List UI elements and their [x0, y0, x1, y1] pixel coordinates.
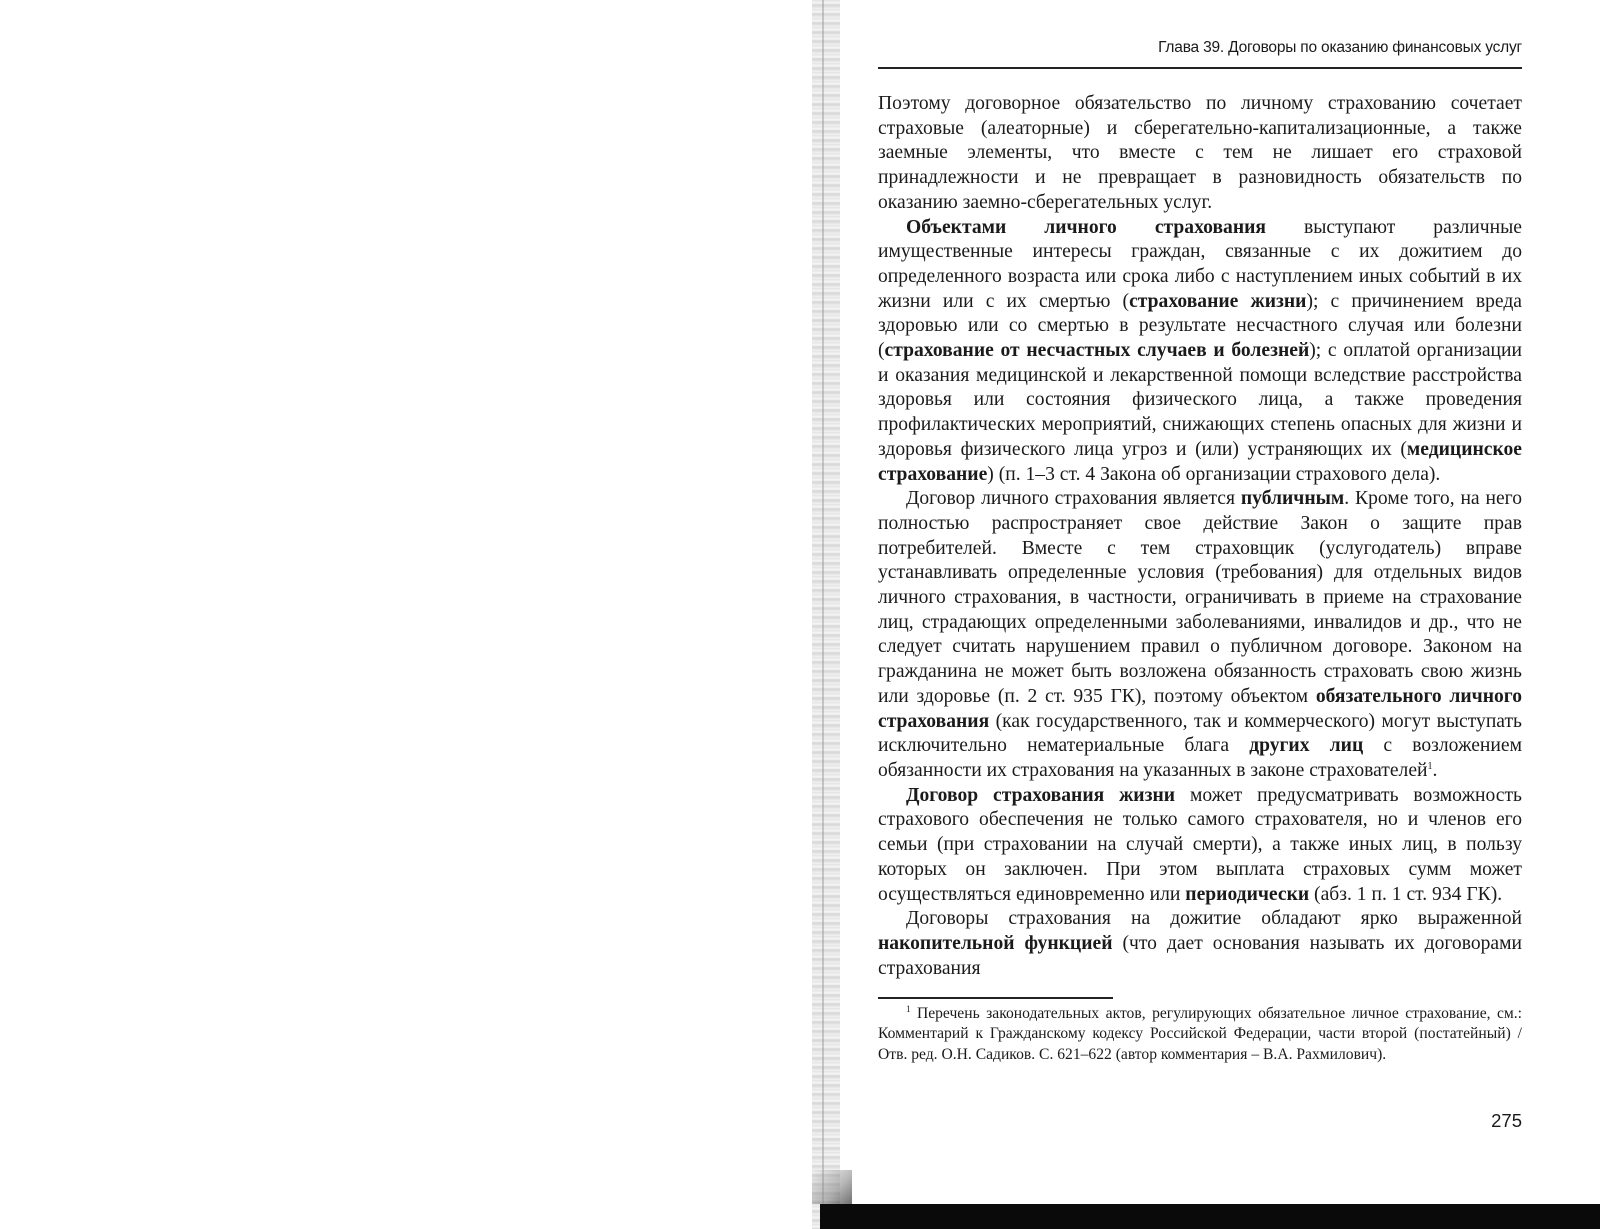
- paragraph-1: Поэтому договорное обязательство по личному страхованию сочетает страховые (алеаторные) и сберегательно-капитализационные, а также заемные элементы, что вместе с тем не лишает его страховой принадлежности и не превращает в разновидность обязательств по оказанию заемно-сберегательных услуг.: [878, 93, 1522, 213]
- scan-corner-shadow: [812, 1170, 852, 1204]
- footnote-reference[interactable]: 1: [1427, 760, 1433, 772]
- page-gutter-edge: [822, 0, 824, 1229]
- book-spine-shadow: [812, 0, 840, 1229]
- term-medical-insurance: медицинское страхование: [878, 438, 1522, 485]
- term-mandatory-insurance: обязательного личного страхования: [878, 685, 1522, 732]
- paragraph-2: Объектами личного страхования выступают различные имущественные интересы граждан, связанные с их дожитием до определенного возраста или срока либо с наступлением иных событий в их жизни или с их смертью (страхование жизни); с причинением вреда здоровью или со смертью в результате несчастного случая или болезни (страхование от несчастных случаев и болезней); с оплатой организации и оказания медицинской и лекарственной помощи вследствие расстройства здоровья или состояния физического лица, а также проведения профилактических мероприятий, снижающих степень опасных для жизни и здоровья физического лица угроз и (или) устраняющих их (медицинское страхование) (п. 1–3 ст. 4 Закона об организации страхового дела).: [878, 216, 1522, 485]
- footnote-rule: [878, 997, 1113, 999]
- paragraph-5: Договоры страхования на дожитие обладают ярко выраженной накопительной функцией (что дает основания называть их договорами страхования: [878, 908, 1522, 979]
- footnote-mark: 1: [906, 1004, 911, 1014]
- footnote: [878, 1004, 1522, 1065]
- footnote-text: Перечень законодательных актов, регулирующих обязательное личное страхование, см.: Комментарий к Гражданскому кодексу Российской Федерации, части второй (постатейный) / Отв. ред. О.Н. Садиков. С. 621–622 (автор комментария – В.А. Рахмилович).: [878, 1005, 1522, 1063]
- term-life-insurance-contract: Договор страхования жизни: [906, 784, 1176, 806]
- term-accumulative-function: накопительной функцией: [878, 932, 1113, 954]
- header-rule: [878, 67, 1522, 69]
- term-periodically: периодически: [1185, 883, 1310, 905]
- term-life-insurance: страхование жизни: [1129, 290, 1307, 312]
- page-number: 275: [1491, 1110, 1522, 1131]
- term-public: публичным: [1240, 488, 1345, 510]
- term-objects-personal-insurance: Объектами личного страхования: [906, 216, 1266, 238]
- scan-bottom-border: [820, 1204, 1600, 1229]
- paragraph-3: Договор личного страхования является публичным. Кроме того, на него полностью распространяет свое действие Закон о защите прав потребителей. Вместе с тем страховщик (услугодатель) вправе устанавливать определенные условия (требования) для отдельных видов личного страхования, в частности, ограничивать в приеме на страхование лиц, страдающих определенными заболеваниями, инвалидов и др., что не следует считать нарушением правил о публичном договоре. Законом на гражданина не может быть возложена обязанность страховать свою жизнь или здоровье (п. 2 ст. 935 ГК), поэтому объектом обязательного личного страхования (как государственного, так и коммерческого) могут выступать исключительно нематериальные блага других лиц с возложением обязанности их страхования на указанных в законе страхователей$^1$.: [878, 488, 1523, 781]
- term-accident-insurance: страхование от несчастных случаев и болезней: [884, 340, 1310, 362]
- paragraph-4: Договор страхования жизни может предусматривать возможность страхового обеспечения не только самого страхователя, но и членов его семьи (при страховании на случай смерти), а также иных лиц, в пользу которых он заключен. При этом выплата страховых сумм может осуществляться единовременно или периодически (абз. 1 п. 1 ст. 934 ГК).: [878, 784, 1522, 905]
- term-other-persons: других лиц: [1249, 735, 1364, 757]
- running-head: Глава 39. Договоры по оказанию финансовых услуг: [1158, 39, 1522, 56]
- page-body: [878, 92, 1522, 981]
